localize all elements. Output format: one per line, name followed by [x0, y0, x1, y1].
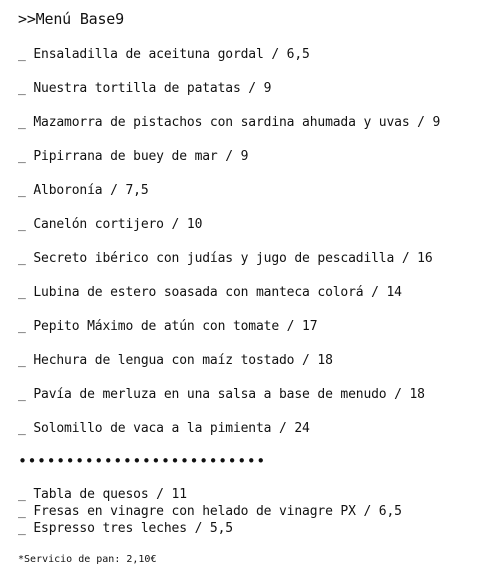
dessert-item: _ Tabla de quesos / 11 [18, 487, 187, 502]
menu-item: _ Nuestra tortilla de patatas / 9 [18, 81, 272, 96]
dessert-item: _ Espresso tres leches / 5,5 [18, 521, 233, 536]
desserts-list [18, 486, 402, 537]
menu-item: _ Pavía de merluza en una salsa a base de menudo / 18 [18, 387, 425, 402]
dotted-divider: •••••••••••••••••••••••••• [18, 452, 266, 470]
menu-item: _ Alboronía / 7,5 [18, 183, 149, 198]
menu-title: >>Menú Base9 [18, 10, 124, 28]
menu-item: _ Pipirrana de buey de mar / 9 [18, 149, 249, 164]
menu-item: _ Lubina de estero soasada con manteca colorá / 14 [18, 285, 402, 300]
menu-item: _ Hechura de lengua con maíz tostado / 18 [18, 353, 333, 368]
menu-item: _ Canelón cortijero / 10 [18, 217, 203, 232]
menu-item: _ Mazamorra de pistachos con sardina ahumada y uvas / 9 [18, 115, 441, 130]
menu-item: _ Ensaladilla de aceituna gordal / 6,5 [18, 47, 310, 62]
main-dishes-list [18, 46, 440, 454]
menu-item: _ Secreto ibérico con judías y jugo de pescadilla / 16 [18, 251, 433, 266]
bread-service-note: *Servicio de pan: 2,10€ [18, 554, 157, 565]
menu-item: _ Solomillo de vaca a la pimienta / 24 [18, 421, 310, 436]
menu-item: _ Pepito Máximo de atún con tomate / 17 [18, 319, 318, 334]
dessert-item: _ Fresas en vinagre con helado de vinagre PX / 6,5 [18, 504, 402, 519]
